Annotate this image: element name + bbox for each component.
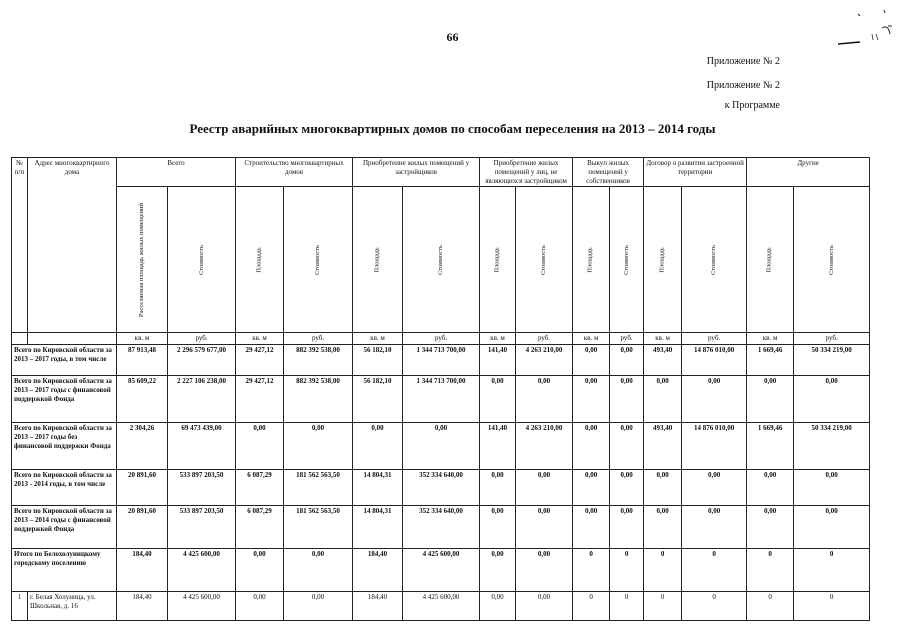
table-row: [12, 470, 870, 506]
header-sub-row: [12, 187, 870, 333]
value-cell: 2 296 579 677,00: [168, 345, 236, 376]
unit-cell: кв. м: [573, 333, 610, 345]
value-cell: 1 344 713 700,00: [403, 376, 480, 423]
value-cell: 0,00: [573, 345, 610, 376]
header-sub: Площадь: [353, 187, 403, 333]
value-cell: 0,00: [747, 470, 794, 506]
header-address: Адрес многоквартирного дома: [28, 158, 117, 333]
value-cell: 29 427,12: [236, 345, 284, 376]
value-cell: 4 425 600,00: [403, 592, 480, 621]
value-cell: 184,40: [117, 592, 168, 621]
unit-cell: кв. м: [644, 333, 682, 345]
unit-cell: кв. м: [353, 333, 403, 345]
value-cell: 0,00: [480, 549, 516, 592]
value-cell: 2 227 106 238,00: [168, 376, 236, 423]
value-cell: 0: [573, 592, 610, 621]
value-cell: 0: [747, 549, 794, 592]
value-cell: 0,00: [573, 376, 610, 423]
header-group-row: [12, 158, 870, 187]
value-cell: 0,00: [610, 506, 644, 549]
row-address: г. Белая Холуница, ул. Школьная, д. 16: [28, 592, 117, 621]
header-sub: Площадь: [747, 187, 794, 333]
value-cell: 6 087,29: [236, 470, 284, 506]
value-cell: 0,00: [747, 376, 794, 423]
header-sub: Площадь: [573, 187, 610, 333]
value-cell: 0,00: [794, 506, 870, 549]
header-sub: Площадь: [236, 187, 284, 333]
table-row: [12, 423, 870, 470]
page-number: 66: [446, 30, 459, 44]
unit-cell: руб.: [403, 333, 480, 345]
value-cell: 882 392 538,00: [284, 376, 353, 423]
appendix-line-3: к Программе: [724, 100, 780, 111]
value-cell: 0,00: [794, 376, 870, 423]
header-sub: Стоимость: [610, 187, 644, 333]
header-group-non-developers: Приобретение жилых помещений у лиц, не являющихся застройщиком: [480, 158, 573, 187]
unit-cell: руб.: [168, 333, 236, 345]
value-cell: 0,00: [480, 506, 516, 549]
value-cell: 0,00: [516, 549, 573, 592]
value-cell: 181 562 563,50: [284, 470, 353, 506]
value-cell: 0,00: [353, 423, 403, 470]
value-cell: 352 334 640,00: [403, 470, 480, 506]
row-label: Всего по Кировской области за 2013 – 2017 годы без финансовой поддержки Фонда: [12, 423, 117, 470]
units-row: [12, 333, 870, 345]
value-cell: 14 876 010,00: [682, 345, 747, 376]
header-sub: Стоимость: [794, 187, 870, 333]
value-cell: 56 182,10: [353, 345, 403, 376]
value-cell: 352 334 640,00: [403, 506, 480, 549]
value-cell: 0,00: [284, 423, 353, 470]
value-cell: 0,00: [284, 592, 353, 621]
value-cell: 0,00: [682, 376, 747, 423]
value-cell: 14 804,31: [353, 470, 403, 506]
value-cell: 87 913,48: [117, 345, 168, 376]
value-cell: 56 182,10: [353, 376, 403, 423]
value-cell: 184,40: [117, 549, 168, 592]
value-cell: 0,00: [644, 376, 682, 423]
value-cell: 0,00: [516, 506, 573, 549]
value-cell: 1 669,46: [747, 423, 794, 470]
value-cell: 533 897 203,50: [168, 470, 236, 506]
value-cell: 69 473 439,00: [168, 423, 236, 470]
value-cell: 1 669,46: [747, 345, 794, 376]
value-cell: 0,00: [573, 506, 610, 549]
value-cell: 20 891,60: [117, 506, 168, 549]
value-cell: 0,00: [610, 345, 644, 376]
header-group-total: Всего: [117, 158, 236, 187]
header-sub: Стоимость: [516, 187, 573, 333]
value-cell: 6 087,29: [236, 506, 284, 549]
unit-cell: кв. м: [747, 333, 794, 345]
value-cell: 0,00: [682, 506, 747, 549]
registry-table: [11, 157, 870, 621]
value-cell: 14 804,31: [353, 506, 403, 549]
appendix-line-2: Приложение № 2: [706, 80, 780, 91]
unit-cell: руб.: [794, 333, 870, 345]
value-cell: 181 562 563,50: [284, 506, 353, 549]
unit-cell: руб.: [284, 333, 353, 345]
value-cell: 0: [610, 549, 644, 592]
row-label: Всего по Кировской области за 2013 – 2017 годы с финансовой поддержкой Фонда: [12, 376, 117, 423]
table-row: [12, 506, 870, 549]
appendix-line-1: Приложение № 2: [706, 56, 780, 67]
value-cell: 0,00: [610, 470, 644, 506]
value-cell: 0: [573, 549, 610, 592]
value-cell: 0: [644, 592, 682, 621]
value-cell: 4 263 210,00: [516, 345, 573, 376]
header-group-developers: Приобретение жилых помещений у застройщиков: [353, 158, 480, 187]
table-row: [12, 592, 870, 621]
value-cell: 0,00: [516, 592, 573, 621]
unit-cell: руб.: [682, 333, 747, 345]
value-cell: 14 876 010,00: [682, 423, 747, 470]
value-cell: 0,00: [236, 549, 284, 592]
row-label: Всего по Кировской области за 2013 – 2014 годы с финансовой поддержкой Фонда: [12, 506, 117, 549]
table-row: [12, 376, 870, 423]
header-group-other: Другие: [747, 158, 870, 187]
value-cell: 4 263 210,00: [516, 423, 573, 470]
document-title: Реестр аварийных многоквартирных домов по способам переселения на 2013 – 2014 годы: [189, 121, 716, 136]
header-sub: Расселяемая площадь жилых помещений: [117, 187, 168, 333]
value-cell: 0,00: [236, 423, 284, 470]
value-cell: 0,00: [516, 470, 573, 506]
value-cell: 0,00: [403, 423, 480, 470]
value-cell: 0: [610, 592, 644, 621]
header-sub: Стоимость: [403, 187, 480, 333]
value-cell: 0,00: [682, 470, 747, 506]
header-group-buyout: Выкуп жилых помещений у собственников: [573, 158, 644, 187]
value-cell: 0,00: [236, 592, 284, 621]
value-cell: 29 427,12: [236, 376, 284, 423]
value-cell: 4 425 600,00: [168, 592, 236, 621]
value-cell: 0: [794, 549, 870, 592]
header-num: № п/п: [12, 158, 28, 333]
value-cell: 50 334 219,00: [794, 345, 870, 376]
unit-cell: кв. м: [480, 333, 516, 345]
unit-cell: кв. м: [236, 333, 284, 345]
value-cell: 0,00: [610, 376, 644, 423]
unit-cell: руб.: [516, 333, 573, 345]
value-cell: 1 344 713 700,00: [403, 345, 480, 376]
value-cell: 0,00: [644, 470, 682, 506]
table-row: [12, 549, 870, 592]
value-cell: 0,00: [644, 506, 682, 549]
row-label: Всего по Кировской области за 2013 – 2017 годы, в том числе: [12, 345, 117, 376]
header-group-development-agreement: Договор о развитии застроенной территории: [644, 158, 747, 187]
value-cell: 20 891,60: [117, 470, 168, 506]
header-sub: Площадь: [480, 187, 516, 333]
value-cell: 0: [794, 592, 870, 621]
unit-cell: кв. м: [117, 333, 168, 345]
value-cell: 0,00: [573, 423, 610, 470]
value-cell: 493,40: [644, 423, 682, 470]
value-cell: 0,00: [610, 423, 644, 470]
value-cell: 493,40: [644, 345, 682, 376]
value-cell: 0,00: [480, 470, 516, 506]
row-label: Всего по Кировской области за 2013 - 2014 годы, в том числе: [12, 470, 117, 506]
value-cell: 184,40: [353, 549, 403, 592]
value-cell: 141,40: [480, 345, 516, 376]
value-cell: 0,00: [573, 470, 610, 506]
header-sub: Площадь: [644, 187, 682, 333]
value-cell: 0: [747, 592, 794, 621]
header-sub: Стоимость: [682, 187, 747, 333]
unit-cell: руб.: [610, 333, 644, 345]
value-cell: 50 334 219,00: [794, 423, 870, 470]
value-cell: 0,00: [480, 376, 516, 423]
row-label: Итого по Белохолуницкому городскому поселению: [12, 549, 117, 592]
value-cell: 0,00: [480, 592, 516, 621]
value-cell: 0,00: [747, 506, 794, 549]
value-cell: 184,40: [353, 592, 403, 621]
value-cell: 0: [644, 549, 682, 592]
value-cell: 0,00: [516, 376, 573, 423]
row-number: 1: [12, 592, 28, 621]
value-cell: 4 425 600,00: [403, 549, 480, 592]
value-cell: 0: [682, 592, 747, 621]
value-cell: 4 425 600,00: [168, 549, 236, 592]
value-cell: 882 392 538,00: [284, 345, 353, 376]
table-row: [12, 345, 870, 376]
value-cell: 533 897 203,50: [168, 506, 236, 549]
header-group-construction: Строительство многоквартирных домов: [236, 158, 353, 187]
header-sub: Стоимость: [284, 187, 353, 333]
value-cell: 2 304,26: [117, 423, 168, 470]
value-cell: 0,00: [284, 549, 353, 592]
value-cell: 85 609,22: [117, 376, 168, 423]
value-cell: 0: [682, 549, 747, 592]
header-sub: Стоимость: [168, 187, 236, 333]
value-cell: 141,40: [480, 423, 516, 470]
value-cell: 0,00: [794, 470, 870, 506]
handwritten-mark-icon: [838, 8, 898, 48]
